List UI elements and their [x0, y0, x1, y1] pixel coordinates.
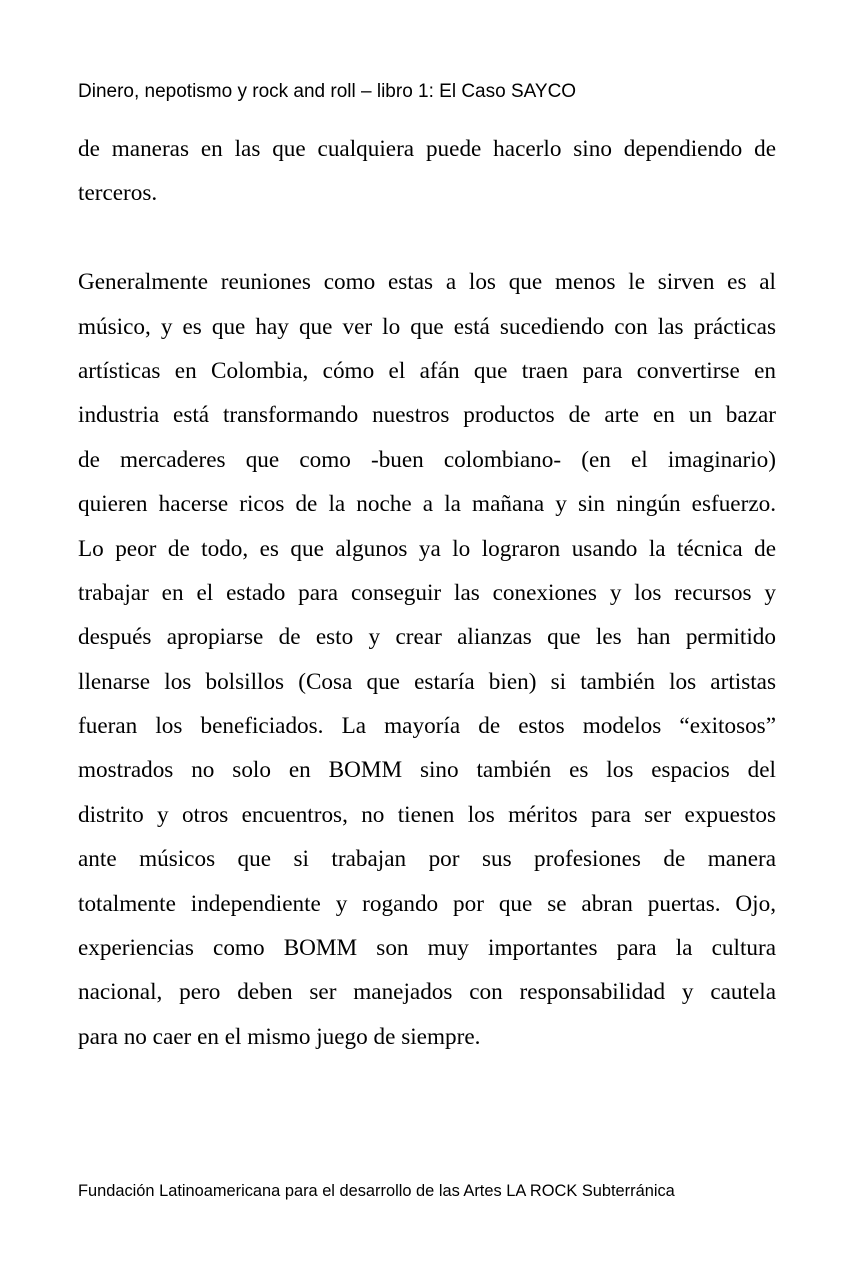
text-line: mostrados no solo en BOMM sino también es los espacios del: [78, 757, 776, 784]
text-line: artísticas en Colombia, cómo el afán que traen para convertirse en: [78, 357, 776, 384]
text-line: músico, y es que hay que ver lo que está sucediendo con las prácticas: [78, 313, 776, 340]
text-line: terceros.: [78, 180, 158, 207]
text-line: para no caer en el mismo juego de siempre.: [78, 1023, 481, 1050]
page-header: Dinero, nepotismo y rock and roll – libro 1: El Caso SAYCO: [78, 81, 577, 102]
page-footer: Fundación Latinoamericana para el desarrollo de las Artes LA ROCK Subterránica: [78, 1182, 675, 1200]
text-line: trabajar en el estado para conseguir las conexiones y los recursos y: [78, 579, 776, 606]
text-line: experiencias como BOMM son muy importantes para la cultura: [78, 935, 776, 962]
text-line: después apropiarse de esto y crear alianzas que les han permitido: [78, 624, 776, 651]
document-body: [78, 127, 776, 1059]
paragraph-gap: [78, 216, 776, 260]
text-line: llenarse los bolsillos (Cosa que estaría bien) si también los artistas: [78, 668, 776, 695]
text-line: fueran los beneficiados. La mayoría de estos modelos “exitosos”: [78, 713, 776, 740]
text-line: ante músicos que si trabajan por sus profesiones de manera: [78, 846, 776, 873]
text-line: distrito y otros encuentros, no tienen los méritos para ser expuestos: [78, 801, 776, 828]
text-line: quieren hacerse ricos de la noche a la mañana y sin ningún esfuerzo.: [78, 491, 776, 518]
text-line: de mercaderes que como -buen colombiano- (en el imaginario): [78, 446, 776, 473]
text-line: Generalmente reuniones como estas a los que menos le sirven es al: [78, 269, 776, 296]
paragraph-2: [78, 260, 776, 1059]
text-line: de maneras en las que cualquiera puede hacerlo sino dependiendo de: [78, 136, 776, 162]
text-line: totalmente independiente y rogando por que se abran puertas. Ojo,: [78, 890, 776, 917]
paragraph-1: [78, 127, 776, 216]
text-line: nacional, pero deben ser manejados con responsabilidad y cautela: [78, 979, 776, 1006]
text-line: Lo peor de todo, es que algunos ya lo lograron usando la técnica de: [78, 535, 776, 562]
text-line: industria está transformando nuestros productos de arte en un bazar: [78, 402, 776, 429]
